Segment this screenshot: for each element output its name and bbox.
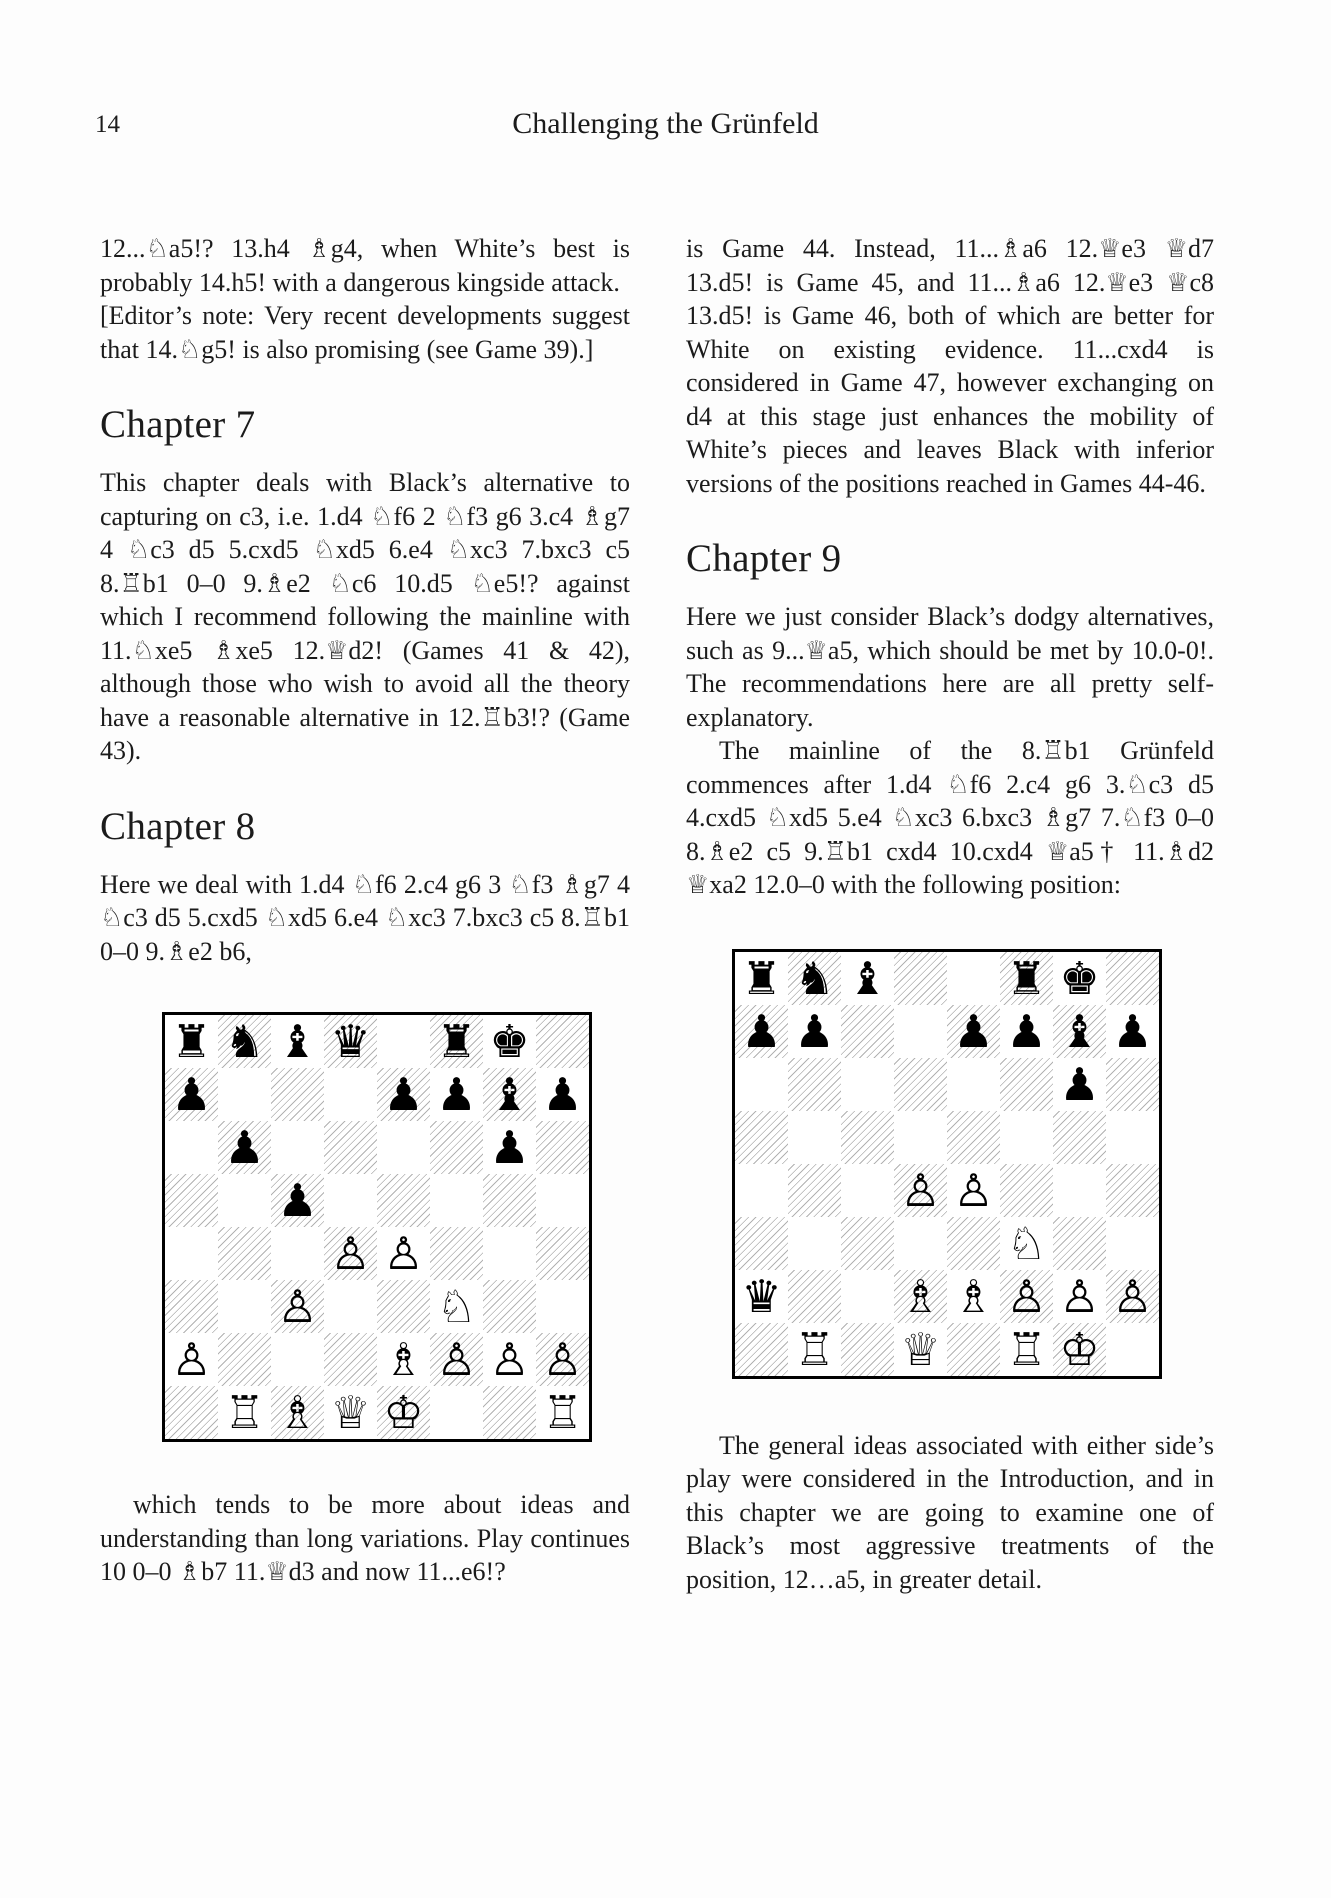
chapter-7-heading: Chapter 7 <box>100 403 256 446</box>
board-square <box>788 1164 841 1217</box>
board-square <box>536 1015 589 1068</box>
piece-black-pawn: ♟ <box>542 1068 583 1121</box>
board-square <box>165 1174 218 1227</box>
board-square <box>841 1323 894 1376</box>
piece-black-bishop: ♝ <box>847 951 888 1005</box>
board-square <box>735 952 788 1005</box>
board-square <box>894 1323 947 1376</box>
board-square <box>735 1270 788 1323</box>
board-square <box>271 1386 324 1439</box>
board-square <box>271 1121 324 1174</box>
board-square <box>735 1005 788 1058</box>
page-number: 14 <box>95 111 120 138</box>
piece-black-pawn: ♟ <box>741 1004 782 1058</box>
board-square <box>1053 1217 1106 1270</box>
piece-white-bishop: ♗ <box>277 1386 318 1439</box>
board-square <box>947 1270 1000 1323</box>
piece-white-pawn: ♙ <box>330 1227 371 1280</box>
board-square <box>1000 1005 1053 1058</box>
piece-black-king: ♚ <box>489 1015 530 1068</box>
board-square <box>841 1270 894 1323</box>
piece-white-pawn: ♙ <box>1112 1269 1153 1323</box>
board-square <box>1053 1270 1106 1323</box>
board-square <box>947 952 1000 1005</box>
board-square <box>1000 1058 1053 1111</box>
piece-white-king: ♔ <box>1059 1322 1100 1376</box>
board-square <box>1000 1164 1053 1217</box>
piece-black-king: ♚ <box>1059 951 1100 1005</box>
board-square <box>894 1270 947 1323</box>
board-square <box>430 1174 483 1227</box>
piece-black-rook: ♜ <box>1006 951 1047 1005</box>
board-square <box>377 1015 430 1068</box>
board-square <box>377 1227 430 1280</box>
piece-white-pawn: ♙ <box>953 1163 994 1217</box>
board-square <box>894 1164 947 1217</box>
board-square <box>218 1333 271 1386</box>
board-square <box>218 1227 271 1280</box>
piece-black-bishop: ♝ <box>1059 1004 1100 1058</box>
paragraph-editor-note: [Editor’s note: Very recent developments suggest that 14.♘g5! is also promising (see Game 39).] <box>100 301 630 364</box>
board-square <box>324 1333 377 1386</box>
left-column <box>100 232 630 1589</box>
piece-white-pawn: ♙ <box>900 1163 941 1217</box>
board-square <box>735 1323 788 1376</box>
board-square <box>218 1068 271 1121</box>
board-square <box>430 1386 483 1439</box>
piece-white-pawn: ♙ <box>542 1333 583 1386</box>
board-square <box>1106 1058 1159 1111</box>
piece-white-knight: ♘ <box>1006 1216 1047 1270</box>
board-square <box>271 1227 324 1280</box>
piece-black-pawn: ♟ <box>224 1121 265 1174</box>
board-square <box>788 1058 841 1111</box>
board-square <box>735 1111 788 1164</box>
board-square <box>1053 1005 1106 1058</box>
piece-black-rook: ♜ <box>436 1015 477 1068</box>
piece-white-knight: ♘ <box>436 1280 477 1333</box>
piece-white-pawn: ♙ <box>1059 1269 1100 1323</box>
board-square <box>165 1333 218 1386</box>
board-square <box>483 1280 536 1333</box>
piece-black-bishop: ♝ <box>489 1068 530 1121</box>
board-square <box>271 1068 324 1121</box>
board-square <box>1053 1058 1106 1111</box>
board-square <box>1000 1217 1053 1270</box>
board-square <box>483 1227 536 1280</box>
board-square <box>894 1111 947 1164</box>
piece-white-bishop: ♗ <box>383 1333 424 1386</box>
board-square <box>1106 1270 1159 1323</box>
board-square <box>947 1005 1000 1058</box>
chapter-9-paragraph-2: The mainline of the 8.♖b1 Grünfeld commences after 1.d4 ♘f6 2.c4 g6 3.♘c3 d5 4.cxd5 ♘xd5 5.e4 ♘xc3 6.bxc3 ♗g7 7.♘f3 0–0 8.♗e2 c5 9.♖b1 cxd4 10.cxd4 ♕a5† 11.♗d2 ♕xa2 12.0–0 with the following position: <box>686 736 1214 899</box>
board-square <box>165 1280 218 1333</box>
piece-white-bishop: ♗ <box>953 1269 994 1323</box>
board-square <box>324 1121 377 1174</box>
piece-black-bishop: ♝ <box>277 1015 318 1068</box>
board-square <box>324 1068 377 1121</box>
board-square <box>430 1068 483 1121</box>
board-square <box>430 1121 483 1174</box>
piece-white-queen: ♕ <box>900 1322 941 1376</box>
board-square <box>377 1333 430 1386</box>
chapter-9-heading: Chapter 9 <box>686 537 842 580</box>
board-square <box>483 1121 536 1174</box>
board-square <box>218 1280 271 1333</box>
piece-black-pawn: ♟ <box>1059 1057 1100 1111</box>
piece-white-rook: ♖ <box>542 1386 583 1439</box>
board-square <box>536 1280 589 1333</box>
chess-diagram-1 <box>162 1012 592 1442</box>
piece-white-pawn: ♙ <box>277 1280 318 1333</box>
board-square <box>536 1227 589 1280</box>
piece-white-rook: ♖ <box>224 1386 265 1439</box>
piece-black-queen: ♛ <box>330 1015 371 1068</box>
board-square <box>841 1164 894 1217</box>
board-square <box>1106 952 1159 1005</box>
board-square <box>1053 1111 1106 1164</box>
piece-white-queen: ♕ <box>330 1386 371 1439</box>
board-square <box>377 1121 430 1174</box>
piece-black-knight: ♞ <box>794 951 835 1005</box>
piece-black-rook: ♜ <box>171 1015 212 1068</box>
board-square <box>165 1068 218 1121</box>
piece-white-pawn: ♙ <box>1006 1269 1047 1323</box>
board-square <box>1106 1111 1159 1164</box>
board-square <box>735 1058 788 1111</box>
board-square <box>1000 1111 1053 1164</box>
piece-white-pawn: ♙ <box>383 1227 424 1280</box>
board-square <box>271 1280 324 1333</box>
board-square <box>1106 1164 1159 1217</box>
board-square <box>218 1015 271 1068</box>
board-square <box>947 1217 1000 1270</box>
board-square <box>536 1386 589 1439</box>
paragraph-games-44-47: is Game 44. Instead, 11...♗a6 12.♕e3 ♕d7 13.d5! is Game 45, and 11...♗a6 12.♕e3 ♕c8 13.d5! is Game 46, both of which are better for White on existing evidence. 11...cxd4 is considered in Game 47, however exchanging on d4 at this stage just enhances the mobility of White’s pieces and leaves Black with inferior versions of the positions reached in Games 44-46. <box>686 234 1214 498</box>
paragraph-variation-intro: 12...♘a5!? 13.h4 ♗g4, when White’s best is probably 14.h5! with a dangerous kingside attack. <box>100 234 630 297</box>
board-square <box>218 1174 271 1227</box>
chapter-8-paragraph: Here we deal with 1.d4 ♘f6 2.c4 g6 3 ♘f3 ♗g7 4 ♘c3 d5 5.cxd5 ♘xd5 6.e4 ♘xc3 7.bxc3 c5 8.♖b1 0–0 9.♗e2 b6, <box>100 869 630 966</box>
board-square <box>1000 952 1053 1005</box>
board-square <box>841 1058 894 1111</box>
board-square <box>947 1323 1000 1376</box>
piece-white-pawn: ♙ <box>489 1333 530 1386</box>
board-square <box>430 1333 483 1386</box>
board-square <box>165 1227 218 1280</box>
board-square <box>947 1111 1000 1164</box>
board-square <box>483 1333 536 1386</box>
piece-black-pawn: ♟ <box>436 1068 477 1121</box>
piece-black-rook: ♜ <box>741 951 782 1005</box>
board-square <box>483 1015 536 1068</box>
chapter-9-paragraph-1: Here we just consider Black’s dodgy alternatives, such as 9...♕a5, which should be met by 10.0-0!. The recommendations here are all pretty self-explanatory. <box>686 602 1214 732</box>
piece-black-pawn: ♟ <box>1006 1004 1047 1058</box>
piece-black-knight: ♞ <box>224 1015 265 1068</box>
board-square <box>1106 1323 1159 1376</box>
board-square <box>894 1217 947 1270</box>
piece-black-pawn: ♟ <box>383 1068 424 1121</box>
board-square <box>536 1121 589 1174</box>
board-square <box>324 1280 377 1333</box>
board-square <box>735 1164 788 1217</box>
board-square <box>1053 1323 1106 1376</box>
board-square <box>483 1068 536 1121</box>
board-square <box>1000 1323 1053 1376</box>
board-square <box>788 1111 841 1164</box>
board-square <box>788 1270 841 1323</box>
board-square <box>483 1386 536 1439</box>
running-head-title: Challenging the Grünfeld <box>512 107 819 140</box>
piece-black-pawn: ♟ <box>277 1174 318 1227</box>
board-square <box>377 1280 430 1333</box>
board-square <box>324 1015 377 1068</box>
board-square <box>218 1386 271 1439</box>
board-square <box>165 1386 218 1439</box>
board-square <box>841 1217 894 1270</box>
chapter-8-heading: Chapter 8 <box>100 804 256 848</box>
piece-black-queen: ♛ <box>741 1269 782 1323</box>
board-square <box>165 1015 218 1068</box>
right-column <box>686 232 1214 1596</box>
board-square <box>1000 1270 1053 1323</box>
board-square <box>894 952 947 1005</box>
board-square <box>218 1121 271 1174</box>
board-square <box>947 1164 1000 1217</box>
piece-black-pawn: ♟ <box>1112 1004 1153 1058</box>
chapter-7-paragraph: This chapter deals with Black’s alternative to capturing on c3, i.e. 1.d4 ♘f6 2 ♘f3 g6 3.c4 ♗g7 4 ♘c3 d5 5.cxd5 ♘xd5 6.e4 ♘xc3 7.bxc3 c5 8.♖b1 0–0 9.♗e2 ♘c6 10.d5 ♘e5!? against which I recommend following the mainline with 11.♘xe5 ♗xe5 12.♕d2! (Games 41 & 42), although those who wish to avoid all the theory have a reasonable alternative in 12.♖b3!? (Game 43). <box>100 468 630 765</box>
board-square <box>324 1386 377 1439</box>
board-square <box>271 1174 324 1227</box>
board-square <box>483 1174 536 1227</box>
board-square <box>735 1217 788 1270</box>
board-square <box>841 1111 894 1164</box>
board-square <box>788 952 841 1005</box>
board-square <box>894 1005 947 1058</box>
board-square <box>271 1333 324 1386</box>
board-square <box>947 1058 1000 1111</box>
piece-black-pawn: ♟ <box>794 1004 835 1058</box>
board-square <box>324 1227 377 1280</box>
board-square <box>377 1174 430 1227</box>
board-square <box>1053 1164 1106 1217</box>
piece-white-rook: ♖ <box>794 1322 835 1376</box>
board-square <box>536 1333 589 1386</box>
board-square <box>1053 952 1106 1005</box>
piece-black-pawn: ♟ <box>953 1004 994 1058</box>
board-square <box>841 952 894 1005</box>
board-square <box>1106 1005 1159 1058</box>
piece-white-pawn: ♙ <box>436 1333 477 1386</box>
chapter-9-continuation-paragraph: The general ideas associated with either side’s play were considered in the Introduction, and in this chapter we are going to examine one of Black’s most aggressive treatments of the position, 12…a5, in greater detail. <box>686 1430 1214 1594</box>
board-square <box>430 1227 483 1280</box>
piece-white-pawn: ♙ <box>171 1333 212 1386</box>
board-square <box>788 1323 841 1376</box>
board-square <box>894 1058 947 1111</box>
board-square <box>377 1386 430 1439</box>
board-square <box>1106 1217 1159 1270</box>
board-square <box>788 1217 841 1270</box>
chess-diagram-2 <box>732 949 1162 1379</box>
board-square <box>165 1121 218 1174</box>
piece-white-bishop: ♗ <box>900 1269 941 1323</box>
board-square <box>324 1174 377 1227</box>
board-square <box>430 1280 483 1333</box>
board-square <box>377 1068 430 1121</box>
board-square <box>271 1015 324 1068</box>
piece-black-pawn: ♟ <box>171 1068 212 1121</box>
board-square <box>430 1015 483 1068</box>
piece-black-pawn: ♟ <box>489 1121 530 1174</box>
board-square <box>788 1005 841 1058</box>
chapter-8-continuation-paragraph: which tends to be more about ideas and understanding than long variations. Play continues 10 0–0 ♗b7 11.♕d3 and now 11...e6!? <box>100 1490 630 1586</box>
piece-white-rook: ♖ <box>1006 1322 1047 1376</box>
piece-white-king: ♔ <box>383 1386 424 1439</box>
board-square <box>841 1005 894 1058</box>
board-square <box>536 1068 589 1121</box>
board-square <box>536 1174 589 1227</box>
